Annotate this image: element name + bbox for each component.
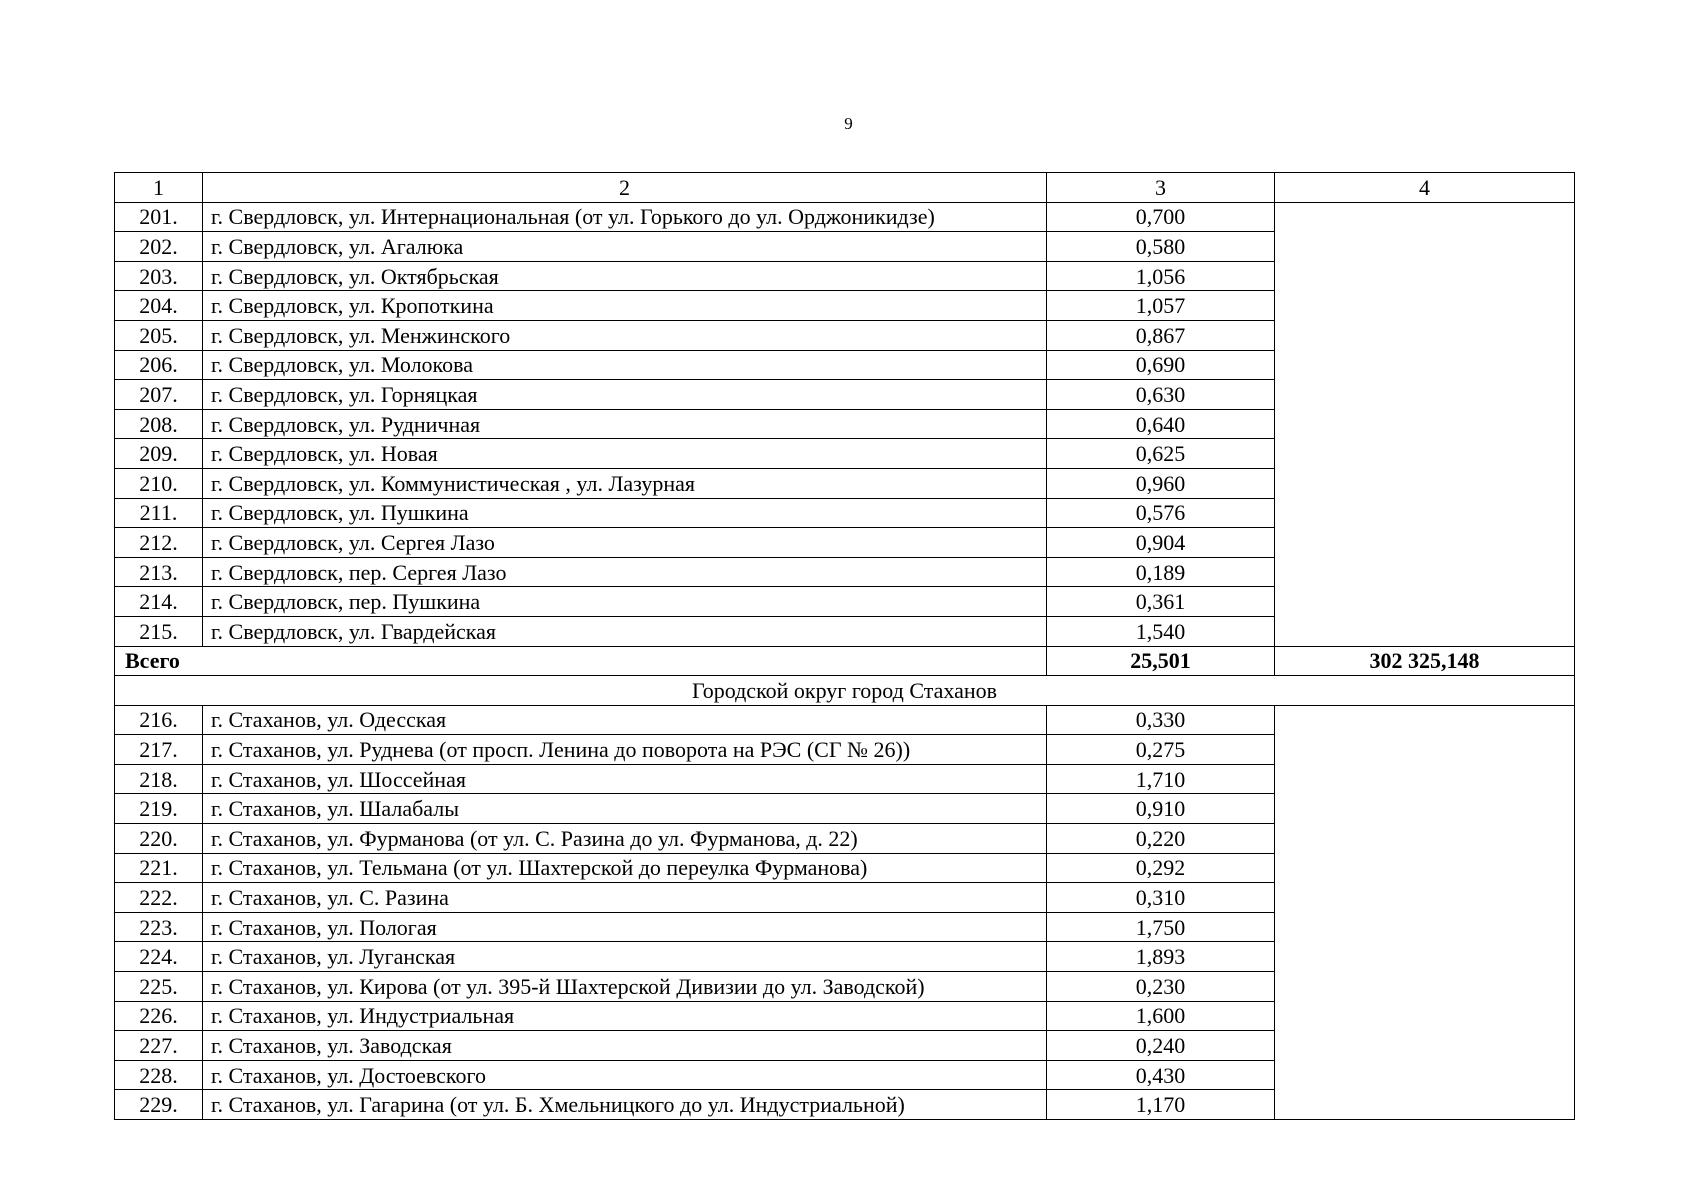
road-name: г. Стаханов, ул. Одесская [203, 705, 1047, 735]
road-length: 0,330 [1047, 705, 1275, 735]
road-name: г. Стаханов, ул. Заводская [203, 1031, 1047, 1061]
table-row [115, 705, 1575, 735]
total-label: Всего [115, 646, 1047, 676]
row-number: 206. [115, 350, 203, 380]
road-length: 1,750 [1047, 912, 1275, 942]
road-length: 0,700 [1047, 202, 1275, 232]
road-name: г. Стаханов, ул. Шоссейная [203, 764, 1047, 794]
row-number: 214. [115, 587, 203, 617]
road-name: г. Свердловск, ул. Новая [203, 439, 1047, 469]
table-header-row [115, 173, 1575, 203]
road-length: 1,600 [1047, 1001, 1275, 1031]
road-length: 0,275 [1047, 735, 1275, 765]
row-number: 205. [115, 320, 203, 350]
road-name: г. Стаханов, ул. Индустриальная [203, 1001, 1047, 1031]
road-length: 0,230 [1047, 972, 1275, 1002]
header-col-4: 4 [1275, 173, 1575, 203]
road-length: 0,867 [1047, 320, 1275, 350]
row-number: 220. [115, 824, 203, 854]
road-name: г. Свердловск, ул. Молокова [203, 350, 1047, 380]
header-col-3: 3 [1047, 173, 1275, 203]
road-length: 0,292 [1047, 853, 1275, 883]
merged-amount-cell [1275, 705, 1575, 1119]
row-number: 225. [115, 972, 203, 1002]
row-number: 224. [115, 942, 203, 972]
row-number: 212. [115, 528, 203, 558]
row-number: 201. [115, 202, 203, 232]
table-row [115, 202, 1575, 232]
road-name: г. Свердловск, ул. Коммунистическая , ул. Лазурная [203, 468, 1047, 498]
page-number: 9 [844, 114, 853, 133]
road-length: 0,220 [1047, 824, 1275, 854]
road-name: г. Стаханов, ул. Фурманова (от ул. С. Разина до ул. Фурманова, д. 22) [203, 824, 1047, 854]
row-number: 216. [115, 705, 203, 735]
header-col-1: 1 [115, 173, 203, 203]
road-length: 0,361 [1047, 587, 1275, 617]
row-number: 213. [115, 557, 203, 587]
road-length: 0,430 [1047, 1060, 1275, 1090]
road-name: г. Стаханов, ул. Пологая [203, 912, 1047, 942]
road-name: г. Стаханов, ул. Кирова (от ул. 395-й Шахтерской Дивизии до ул. Заводской) [203, 972, 1047, 1002]
row-number: 228. [115, 1060, 203, 1090]
section-row [115, 676, 1575, 706]
row-number: 219. [115, 794, 203, 824]
road-name: г. Стаханов, ул. С. Разина [203, 883, 1047, 913]
row-number: 227. [115, 1031, 203, 1061]
road-length: 1,057 [1047, 291, 1275, 321]
road-name: г. Стаханов, ул. Шалабалы [203, 794, 1047, 824]
row-number: 210. [115, 468, 203, 498]
row-number: 208. [115, 409, 203, 439]
road-length: 0,910 [1047, 794, 1275, 824]
total-amount: 302 325,148 [1275, 646, 1575, 676]
road-name: г. Свердловск, ул. Рудничная [203, 409, 1047, 439]
road-length: 0,640 [1047, 409, 1275, 439]
merged-amount-cell [1275, 202, 1575, 646]
road-length: 0,240 [1047, 1031, 1275, 1061]
road-length: 1,170 [1047, 1090, 1275, 1120]
road-length: 1,540 [1047, 616, 1275, 646]
road-name: г. Свердловск, ул. Менжинского [203, 320, 1047, 350]
row-number: 218. [115, 764, 203, 794]
header-col-2: 2 [203, 173, 1047, 203]
road-length: 1,056 [1047, 261, 1275, 291]
road-length: 0,904 [1047, 528, 1275, 558]
row-number: 217. [115, 735, 203, 765]
total-row [115, 646, 1575, 676]
road-length: 1,710 [1047, 764, 1275, 794]
road-length: 1,893 [1047, 942, 1275, 972]
total-length: 25,501 [1047, 646, 1275, 676]
section-title: Городской округ город Стаханов [115, 676, 1575, 706]
road-length: 0,960 [1047, 468, 1275, 498]
road-length: 0,576 [1047, 498, 1275, 528]
road-length: 0,310 [1047, 883, 1275, 913]
road-length: 0,690 [1047, 350, 1275, 380]
road-length: 0,580 [1047, 232, 1275, 262]
row-number: 215. [115, 616, 203, 646]
row-number: 223. [115, 912, 203, 942]
row-number: 204. [115, 291, 203, 321]
road-name: г. Стаханов, ул. Луганская [203, 942, 1047, 972]
row-number: 229. [115, 1090, 203, 1120]
row-number: 222. [115, 883, 203, 913]
row-number: 226. [115, 1001, 203, 1031]
road-name: г. Свердловск, ул. Октябрьская [203, 261, 1047, 291]
road-name: г. Свердловск, ул. Кропоткина [203, 291, 1047, 321]
road-name: г. Свердловск, ул. Горняцкая [203, 380, 1047, 410]
road-name: г. Свердловск, ул. Интернациональная (от ул. Горького до ул. Орджоникидзе) [203, 202, 1047, 232]
row-number: 221. [115, 853, 203, 883]
road-name: г. Свердловск, ул. Пушкина [203, 498, 1047, 528]
road-name: г. Свердловск, ул. Сергея Лазо [203, 528, 1047, 558]
row-number: 202. [115, 232, 203, 262]
row-number: 211. [115, 498, 203, 528]
road-name: г. Свердловск, пер. Пушкина [203, 587, 1047, 617]
roads-table [114, 172, 1575, 1120]
road-name: г. Стаханов, ул. Тельмана (от ул. Шахтерской до переулка Фурманова) [203, 853, 1047, 883]
road-name: г. Свердловск, ул. Агалюка [203, 232, 1047, 262]
road-name: г. Свердловск, ул. Гвардейская [203, 616, 1047, 646]
row-number: 203. [115, 261, 203, 291]
road-name: г. Стаханов, ул. Гагарина (от ул. Б. Хмельницкого до ул. Индустриальной) [203, 1090, 1047, 1120]
row-number: 207. [115, 380, 203, 410]
road-name: г. Свердловск, пер. Сергея Лазо [203, 557, 1047, 587]
road-length: 0,625 [1047, 439, 1275, 469]
road-name: г. Стаханов, ул. Руднева (от просп. Ленина до поворота на РЭС (СГ № 26)) [203, 735, 1047, 765]
road-name: г. Стаханов, ул. Достоевского [203, 1060, 1047, 1090]
row-number: 209. [115, 439, 203, 469]
road-length: 0,189 [1047, 557, 1275, 587]
roads-table-body [115, 173, 1575, 1120]
road-length: 0,630 [1047, 380, 1275, 410]
